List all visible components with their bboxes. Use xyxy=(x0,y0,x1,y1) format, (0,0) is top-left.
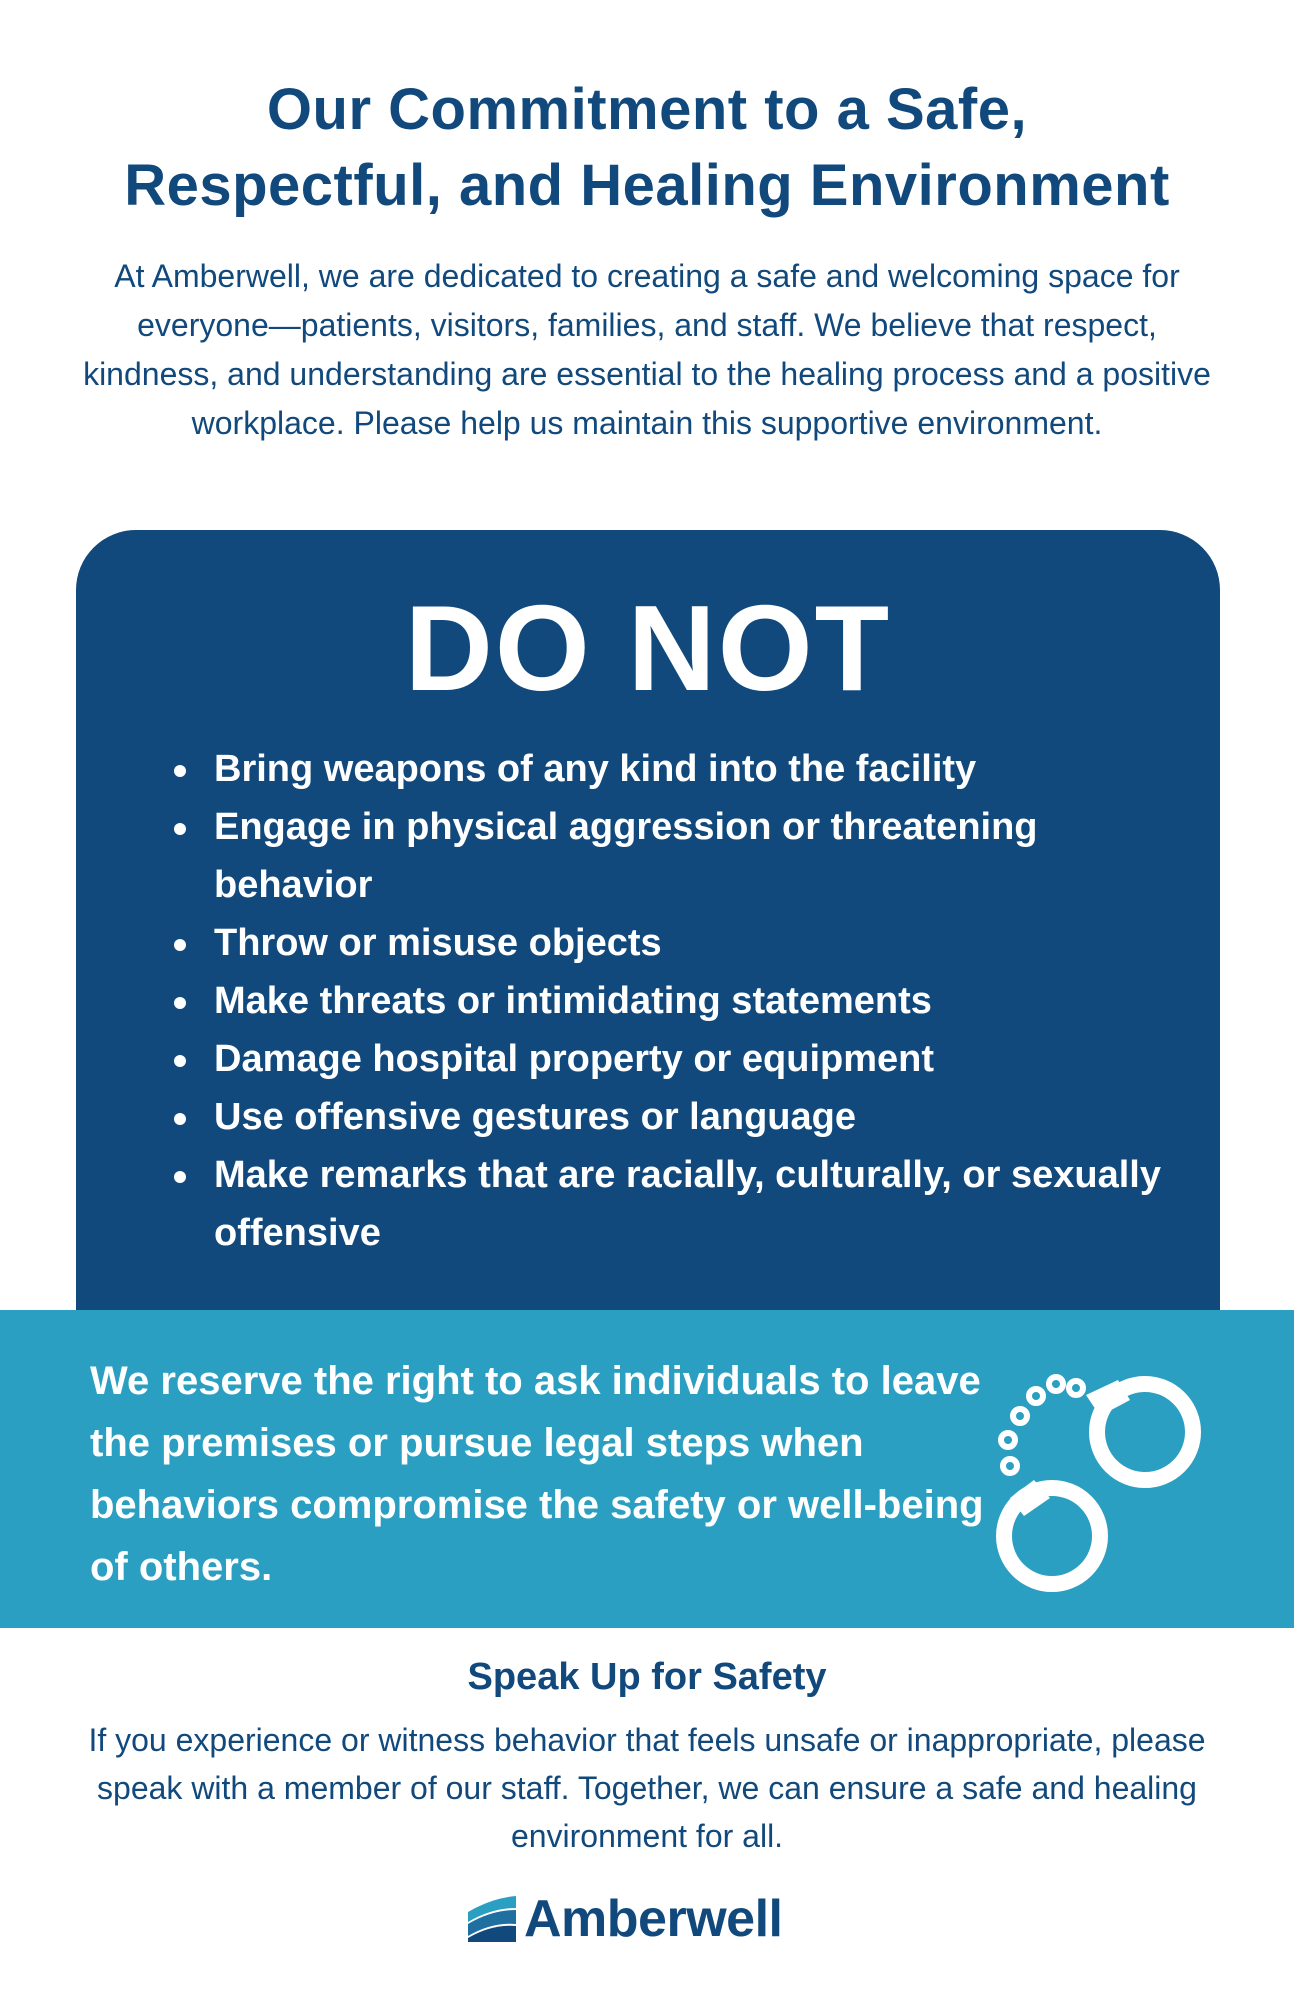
speak-up-text: If you experience or witness behavior that feels unsafe or inappropriate, please speak with a member of our staff. Together, we can ensure a safe and healing environment for all. xyxy=(88,1722,1206,1854)
list-item: Damage hospital property or equipment xyxy=(166,1030,1166,1088)
do-not-heading: DO NOT xyxy=(404,580,892,716)
brand-logo xyxy=(464,1884,844,1954)
list-item: Engage in physical aggression or threatening behavior xyxy=(166,798,1166,914)
warning-text: We reserve the right to ask individuals to leave the premises or pursue legal steps when behaviors compromise the safety or well-being of others. xyxy=(90,1359,984,1589)
amberwell-wave-logo-icon xyxy=(464,1892,518,1946)
intro-paragraph: At Amberwell, we are dedicated to creating a safe and welcoming space for everyone—patients, visitors, families, and staff. We believe that respect, kindness, and understanding are essential to the healing process and a positive workplace. Please help us maintain this supportive environment. xyxy=(83,258,1211,441)
list-item: Bring weapons of any kind into the facility xyxy=(166,740,1166,798)
list-item: Throw or misuse objects xyxy=(166,914,1166,972)
warning-band xyxy=(0,1310,1294,1628)
page-title xyxy=(40,72,1254,224)
list-item: Make threats or intimidating statements xyxy=(166,972,1166,1030)
brand-name: Amberwell xyxy=(524,1890,783,1948)
list-item: Make remarks that are racially, culturally, or sexually offensive xyxy=(166,1146,1166,1262)
list-item: Use offensive gestures or language xyxy=(166,1088,1166,1146)
page-title-line-1: Our Commitment to a Safe, xyxy=(266,77,1028,142)
handcuffs-icon xyxy=(990,1350,1230,1600)
prohibited-behaviors-list xyxy=(166,740,1166,1262)
do-not-panel xyxy=(76,530,1220,1310)
page-title-line-2: Respectful, and Healing Environment xyxy=(124,153,1170,218)
speak-up-title: Speak Up for Safety xyxy=(467,1656,827,1698)
